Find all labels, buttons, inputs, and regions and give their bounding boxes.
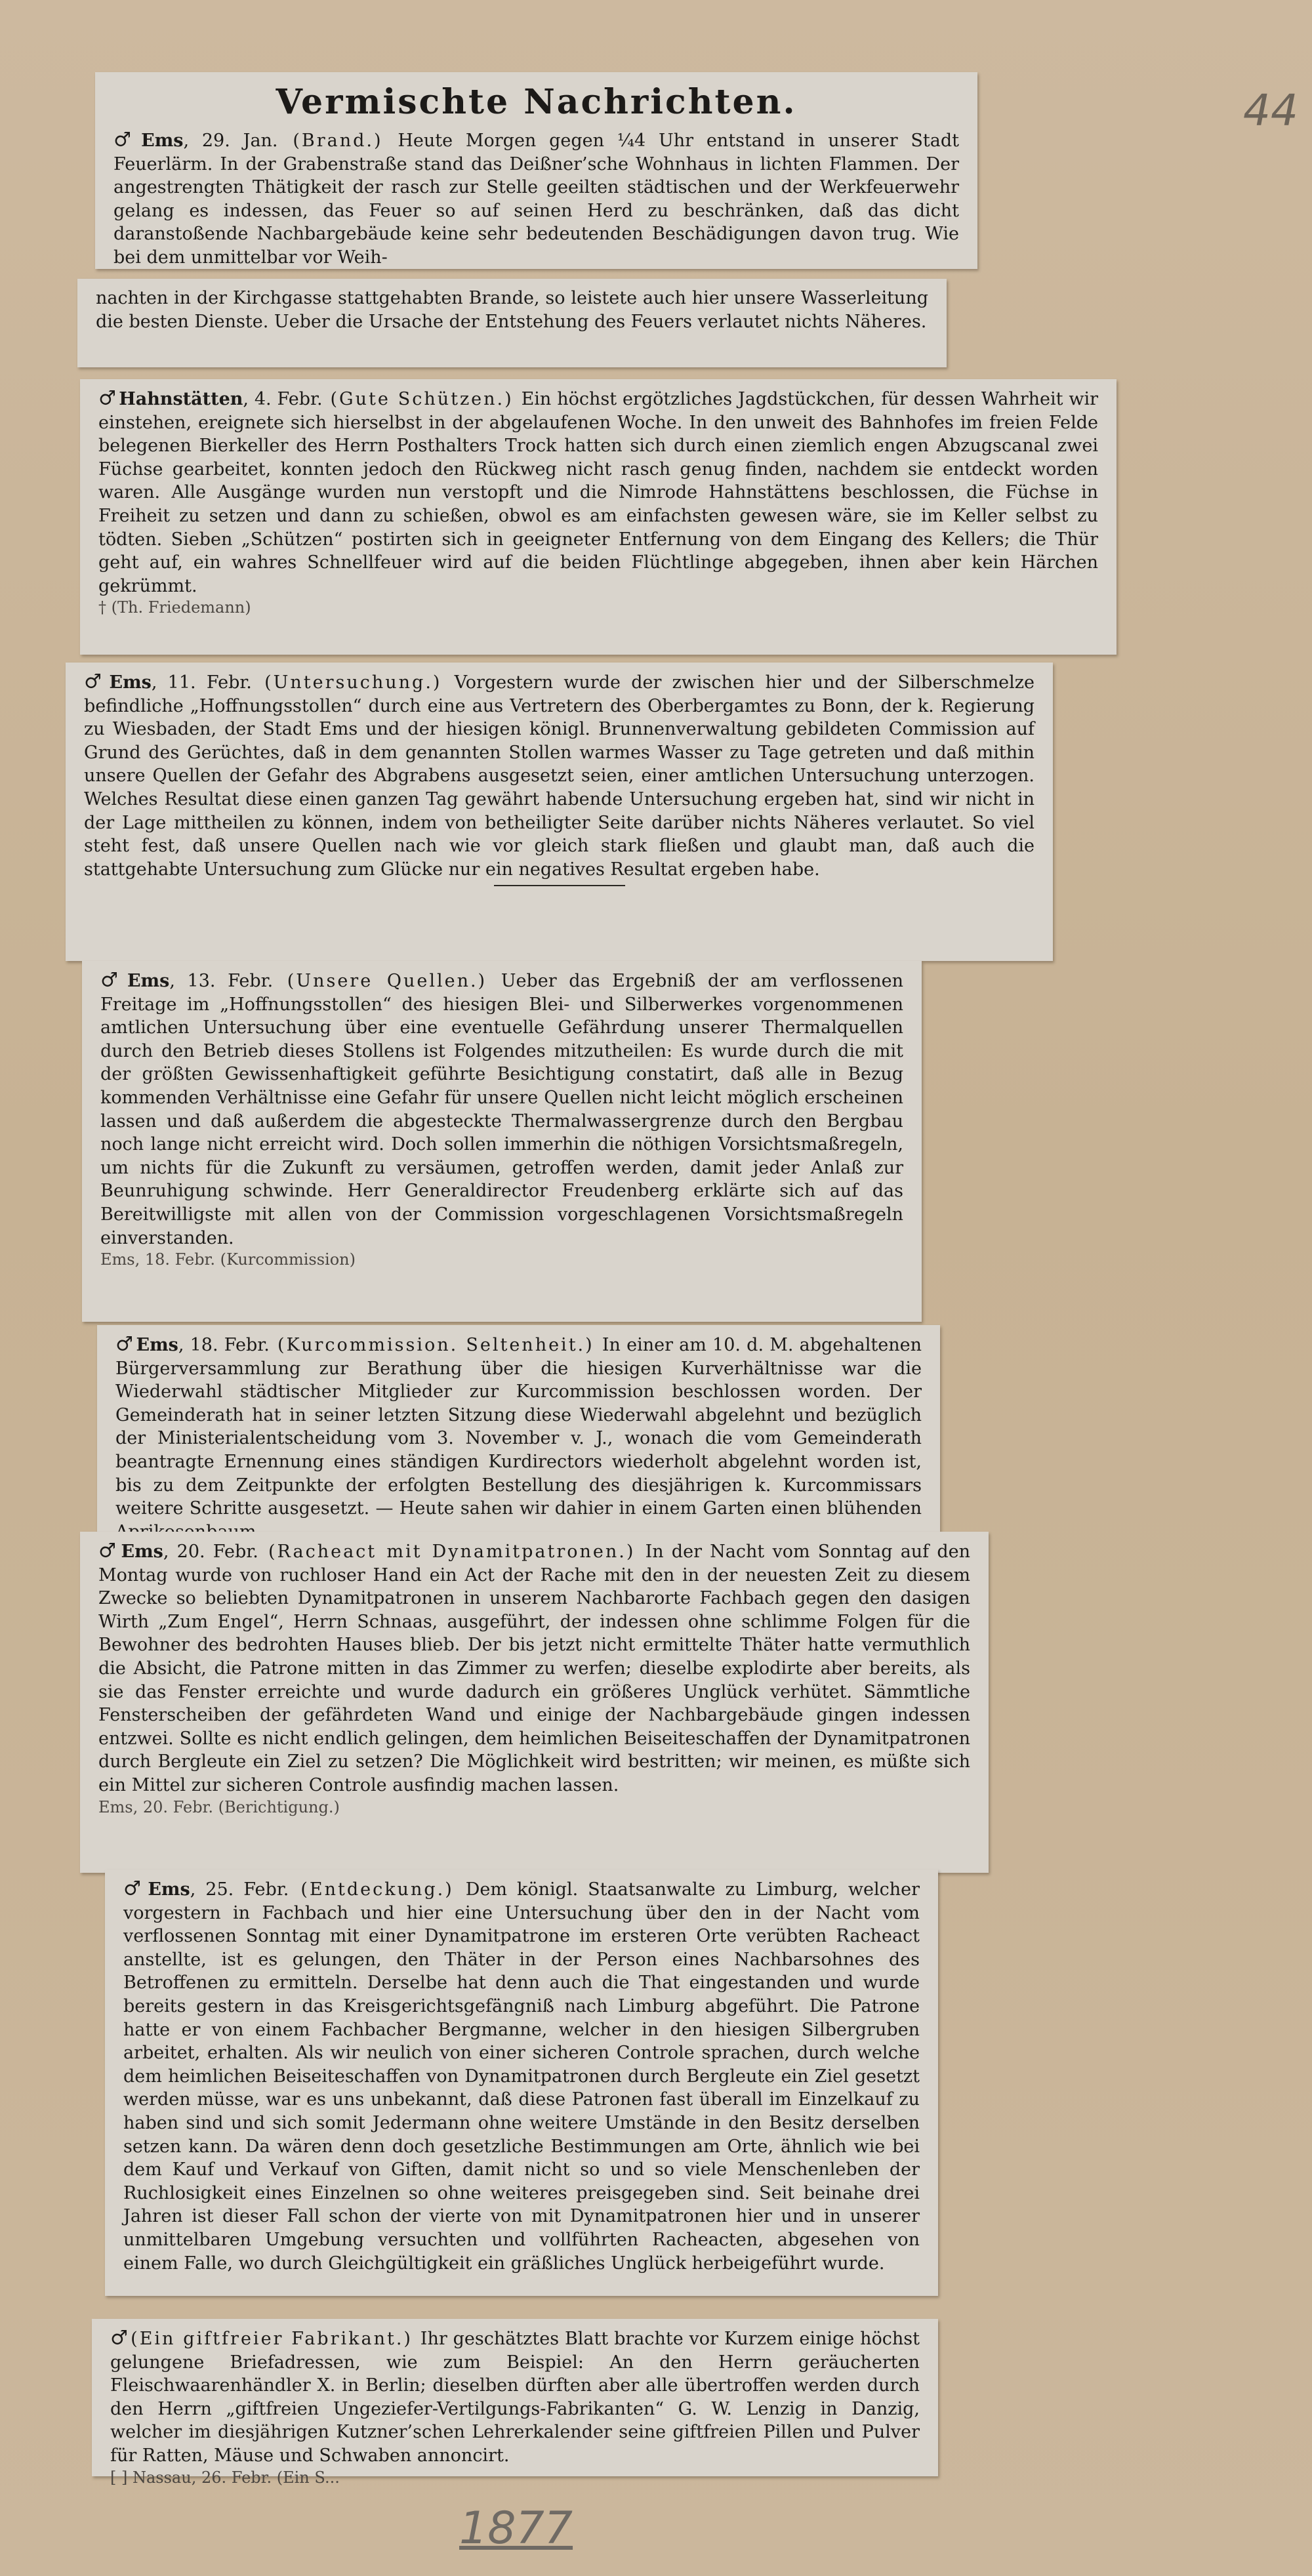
clipping-ems-kurcommission: [97, 1325, 940, 1542]
clipping-body: In einer am 10. d. M. abgehaltenen Bürgerversammlung zur Berathung über die hiesigen Kurverhältnisse war die Wiederwahl städtischer Mitglieder zur Kurcommission beschlossen worden. Der Gemeinderath hat in seiner letzten Sitzung diese Wiederwahl abgelehnt und bezüglich der Ministerialentscheidung vom 3. November v. J., wonach die vom Gemeinderath beantragte Ernennung eines ständigen Kurdirectors wiederholt abgelehnt worden ist, bis zu dem Zeitpunkte der erfolgten Bestellung des diesjährigen k. Kurcommissars weitere Schritte ausgesetzt. — Heute sahen wir dahier in einem Garten einen blühenden: [115, 1335, 922, 1519]
clipping-ems-brand-continued: [77, 279, 947, 367]
clipping-text: [100, 969, 903, 1250]
male-symbol-icon: ♂: [113, 129, 139, 152]
clipping-date: , 29. Jan.: [183, 131, 278, 151]
clipping-ems-racheact: [80, 1532, 989, 1873]
clipping-place: Ems: [136, 1335, 178, 1355]
clipping-date: , 25. Febr.: [190, 1879, 289, 1900]
clipping-body: Ein höchst ergötzliches Jagdstückchen, für dessen Wahrheit wir einstehen, ereignete sich hierselbst in der abgelaufenen Woche. In den unweit des Bahnhofes im freien Felde belegenen Bierkeller des Herrn Posthalters Trock hatten sich durch einen ziemlich engen Abzugscanal zwei Füchse gearbeitet, konnten jedoch den Rückweg nicht rasch genug finden, nachdem sie entdeckt worden waren. Alle Ausgänge wurden nun verstopft und die Nimrode Hahnstättens beschlossen, die Füchse in Freiheit zu setzen und dann zu schießen, obwol es am einfachsten gewesen wäre, sie im Keller selbst zu tödten. Sieben „Schützen“ postirten sich in geeigneter Entfernung von dem Eingang des Kellers; die Thür geht auf, ein wahres Schnellfeuer wird auf die beiden Flüchtlinge abgegeben, ihnen aber kein Härchen gekrümmt.: [98, 389, 1098, 596]
clipping-place: Hahnstätten: [119, 389, 243, 409]
clipping-topic: (Brand.): [277, 131, 398, 151]
clipping-body: Vorgestern wurde der zwischen hier und der Silberschmelze befindliche „Hoffnungsstollen“ durch eine aus Vertretern des Oberbergamtes zu Bonn, der k. Regierung zu Wiesbaden, der Stadt Ems und der hiesigen königl. Brunnenverwaltung gebildeten Commission auf Grund des Gerüchtes, daß in dem genannten Stollen warmes Wasser zu Tage getreten und daß mithin unsere Quellen der Gefahr des Abgrabens ausgesetzt seien, einer amtlichen Untersuchung unterzogen. Welches Resultat diese einen ganzen Tag gewährt habende Untersuchung ergeben hat, sind wir nicht in der Lage mittheilen zu können, indem von betheiligter Seite darüber nichts Näheres verlautet. So viel steht fest, daß unsere Quellen nach wie vor gleich stark fließen und glaubt man, daß auch die stattgehabte Untersuchung zum Glücke nur ein negatives Resultat ergeben habe.: [84, 672, 1035, 880]
clipping-cut-fragment: † (Th. Friedemann): [98, 598, 251, 617]
clipping-place: Ems: [109, 672, 152, 693]
clipping-topic: (Ein giftfreier Fabrikant.): [131, 2329, 420, 2349]
male-symbol-icon: ♂: [98, 387, 117, 410]
clipping-date: , 18. Febr.: [178, 1335, 270, 1355]
year-annotation: 1877: [459, 2503, 573, 2554]
clipping-cut-fragment: Ems, 20. Febr. (Berichtigung.): [98, 1797, 340, 1816]
male-symbol-icon: ♂: [100, 969, 125, 992]
clipping-text: [113, 129, 959, 270]
clipping-date: , 20. Febr.: [163, 1542, 258, 1562]
clipping-cut-fragment: Ems, 18. Febr. (Kurcommission): [100, 1250, 356, 1269]
clipping-text: [84, 670, 1035, 881]
clipping-place: Ems: [127, 971, 170, 991]
clipping-ems-entdeckung: [105, 1870, 938, 2296]
clipping-topic: (Racheact mit Dynamitpatronen.): [258, 1542, 646, 1562]
clipping-body: Ueber das Ergebniß der am verflossenen Freitage im „Hoffnungsstollen“ des hiesigen Blei- und Silberwerkes vorgenommenen amtlichen Untersuchung über eine eventuelle Gefährdung unserer Thermalquellen durch den Betrieb dieses Stollens ist Folgendes mitzutheilen: Es wurde durch die mit der größten Gewissenhaftigkeit geführte Besichtigung constatirt, daß alle in Bezug kommenden Verhältnisse eine Gefahr für unsere Quellen nicht leicht möglich erscheinen lassen und daß außerdem die abgesteckte Thermalwassergrenze durch den Bergbau noch lange nicht erreicht wird. Doch sollen immerhin die nöthigen Vorsichtsmaßregeln, um nichts für die Zukunft zu versäumen, getroffen werden, damit jeder Anlaß zur Beunruhigung schwinde. Herr Generaldirector Freudenberg erklärte sich auf das Bereitwilligste mit allen von der Commission vorgeschlagenen Vorsichtsmaßregeln einverstanden.: [100, 971, 903, 1248]
clipping-text: [110, 2327, 920, 2468]
male-symbol-icon: ♂: [110, 2327, 129, 2350]
clipping-topic: (Untersuchung.): [251, 672, 455, 693]
clipping-body: nachten in der Kirchgasse stattgehabten Brande, so leistete auch hier unsere Wasserleitung die besten Dienste. Ueber die Ursache der Entstehung des Feuers verlautet nichts Näheres.: [96, 288, 928, 332]
clipping-text: [123, 1877, 920, 2275]
clipping-cut-fragment: [ ] Nassau, 26. Febr. (Ein S...: [110, 2468, 340, 2487]
clipping-text: [115, 1333, 922, 1544]
clipping-body: Heute Morgen gegen ¼4 Uhr entstand in unserer Stadt Feuerlärm. In der Grabenstraße stand das Deißner’sche Wohnhaus in lichten Flammen. Der angestrengten Thätigkeit der rasch zur Stelle geeilten städtischen und der Werkfeuerwehr gelang es indessen, das Feuer so auf seinen Herd zu beschränken, daß das dicht daranstoßende Nachbargebäude keine sehr bedeutenden Beschädigungen davon trug. Wie bei dem unmittelbar vor Weih-: [113, 131, 959, 268]
clipping-ems-brand: [95, 72, 977, 269]
clipping-text: [98, 387, 1098, 598]
clipping-body: Dem königl. Staatsanwalte zu Limburg, welcher vorgestern in Fachbach und hier eine Untersuchung über den in der Nacht vom verflossenen Sonntag mit einer Dynamitpatrone im ersteren Orte verübten Racheact anstellte, ist es gelungen, den Thäter in der Person eines Nachbarsohnes des Betroffenen zu ermitteln. Derselbe hat denn auch die That eingestanden und wurde bereits gestern in das Kreisgerichtsgefängniß nach Limburg abgeführt. Die Patrone hatte er von einem Fachbacher Bergmanne, welcher in den hiesigen Silbergruben arbeitet, erhalten. Als wir neulich von einer sicheren Controle sprachen, durch welche dem heimlichen Beiseiteschaffen von Dynamitpatronen durch Bergleute ein Ziel gesetzt werden müsse, war es uns unbekannt, daß diese Patronen fast überall im Einzelkauf zu haben sind und sich somit Jedermann ohne weitere Umstände in den Besitz derselben setzen kann. Da wären denn doch gesetzliche Bestimmungen am Orte, ähnlich wie bei dem Kauf und Verkauf von Giften, damit nicht so und so viele Menschenleben der Ruchlosigkeit eines Einzelnen so ohne weiteres preisgegeben sind. Seit beinahe drei Jahren ist dieser Fall schon der vierte von mit Dynamitpatronen hier und in unserer unmittelbaren Umgebung versuchten und vollführten Racheacten, abgesehen von einem Falle, wo durch Gleichgültigkeit ein gräßliches Unglück herbeigeführt wurde.: [123, 1879, 920, 2274]
clipping-ems-untersuchung: [66, 663, 1053, 961]
male-symbol-icon: ♂: [115, 1333, 134, 1356]
clipping-place: Ems: [148, 1879, 190, 1900]
clipping-ems-quellen: [82, 961, 922, 1322]
clipping-headline: Vermischte Nachrichten.: [276, 82, 797, 122]
male-symbol-icon: ♂: [98, 1540, 119, 1563]
clipping-topic: (Kurcommission. Seltenheit.): [269, 1335, 602, 1355]
clipping-divider-line: [494, 885, 625, 886]
clipping-place: Ems: [141, 131, 184, 151]
clipping-date: , 4. Febr.: [243, 389, 323, 409]
page-number-annotation: 44: [1243, 85, 1298, 136]
clipping-date: , 11. Febr.: [151, 672, 252, 693]
clipping-body: Ihr geschätztes Blatt brachte vor Kurzem einige höchst gelungene Briefadressen, wie zum Beispiel: An den Herrn geräucherten Fleischwaarenhändler X. in Berlin; dieselben dürften aber alle übertroffen werden durch den Herrn „giftfreien Ungeziefer-Vertilgungs-Fabrikanten“ G. W. Lenzig in Danzig, welcher im diesjährigen Kutzner’schen Lehrerkalender seine giftfreien Pillen und Pulver für Ratten, Mäuse und Schwaben annoncirt.: [110, 2329, 920, 2466]
clipping-date: , 13. Febr.: [169, 971, 274, 991]
clipping-giftfreier-fabrikant: [92, 2319, 938, 2487]
clipping-topic: (Entdeckung.): [289, 1879, 466, 1900]
clipping-topic: (Gute Schützen.): [322, 389, 522, 409]
clipping-topic: (Unsere Quellen.): [273, 971, 501, 991]
clipping-body: In der Nacht vom Sonntag auf den Montag wurde von ruchloser Hand ein Act der Rache mit den in der neuesten Zeit zu diesem Zwecke so beliebten Dynamitpatronen in unserem Nachbarorte Fachbach gegen den dasigen Wirth „Zum Engel“, Herrn Schnaas, ausgeführt, der indessen ohne schlimme Folgen für die Bewohner des bedrohten Hauses blieb. Der bis jetzt nicht ermittelte Thäter hatte vermuthlich die Absicht, die Patrone mitten in das Zimmer zu werfen; dieselbe explodirte aber bereits, als sie das Fenster erreichte und wurde dadurch ein größeres Unglück verhütet. Sämmtliche Fensterscheiben der gefährdeten Wand und einige der Nachbargebäude gingen indessen entzwei. Sollte es nicht endlich gelingen, dem heimlichen Beiseiteschaffen der Dynamitpatronen durch Bergleute ein Ziel zu setzen? Die Möglichkeit wird bestritten; wir meinen, es müßte sich ein Mittel zur sicheren Controle ausfindig machen lassen.: [98, 1542, 971, 1795]
clipping-text: [96, 287, 928, 333]
male-symbol-icon: ♂: [84, 670, 107, 693]
clipping-place: Ems: [121, 1542, 163, 1562]
clipping-text: [98, 1540, 970, 1797]
clipping-hahnstaetten: [80, 379, 1117, 655]
male-symbol-icon: ♂: [123, 1877, 146, 1900]
